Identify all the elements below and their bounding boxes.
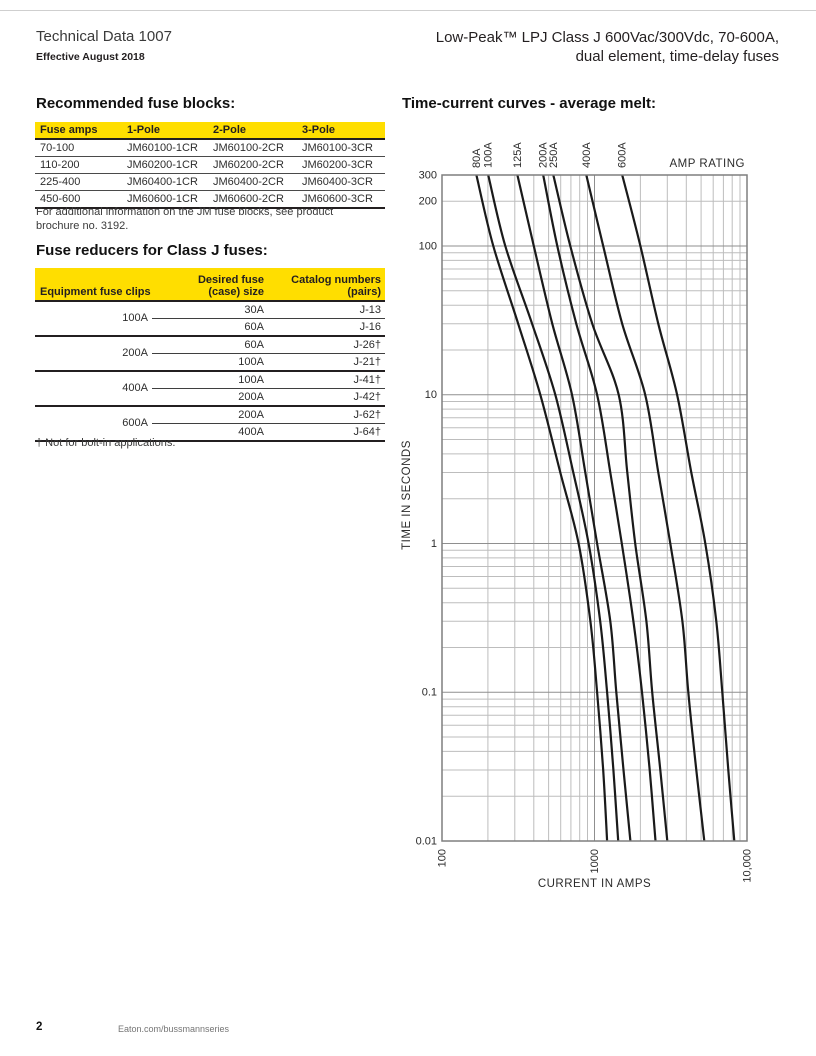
cell-fuse-size: 100A [238,355,264,368]
chart-heading: Time-current curves - average melt: [402,95,656,112]
table-row [35,174,385,191]
cell-catalog-number: J-62† [353,409,381,421]
cell-catalog-number: J-42† [353,390,381,403]
fuse-blocks-table [35,122,385,209]
y-tick-0.01: 0.01 [415,835,437,848]
fuse-blocks-note: For additional information on the JM fuse blocks, see product brochure no. 3192. [36,206,334,232]
x-tick-10,000: 10,000 [741,849,754,883]
cell-1-pole: JM60200-1CR [127,157,213,174]
table-row [35,157,385,174]
product-title-line2: dual element, time-delay fuses [575,48,779,65]
table-row [35,319,385,336]
fuse-blocks-heading: Recommended fuse blocks: [36,95,236,112]
cell-2-pole: JM60600-2CR [213,191,302,209]
reducer-group-200A [35,337,385,372]
curve-label-125A: 125A [511,142,524,168]
cell-3-pole: JM60200-3CR [302,157,385,174]
reducer-group-400A [35,372,385,407]
time-current-curves-chart [400,130,790,910]
doc-effective-date: Effective August 2018 [36,51,145,63]
y-tick-100: 100 [418,240,437,253]
clips-label: 100A [122,312,148,324]
footer-url: Eaton.com/bussmannseries [118,1024,230,1034]
cell-2-pole: JM60400-2CR [213,174,302,191]
column-header-desired-fuse-size: Desired fuse (case) size [197,274,264,298]
cell-fuse-amps: 70-100 [35,139,127,157]
y-tick-10: 10 [424,389,437,402]
reducer-group-100A [35,302,385,337]
cell-fuse-size: 30A [244,304,264,316]
doc-title: Technical Data 1007 [36,28,172,45]
cell-fuse-size: 200A [238,390,264,403]
cell-fuse-amps: 450-600 [35,191,127,209]
clips-label: 400A [122,382,148,394]
clips-label: 600A [122,417,148,429]
amp-rating-label: AMP RATING [669,158,745,170]
y-tick-1: 1 [430,538,437,550]
y-tick-300: 300 [418,169,437,182]
column-header-2-pole: 2-Pole [213,122,302,139]
cell-fuse-size: 100A [238,374,264,386]
cell-1-pole: JM60400-1CR [127,174,213,191]
column-header-1-pole: 1-Pole [127,122,213,139]
y-tick-0.1: 0.1 [421,686,437,699]
column-header-equipment-fuse-clips: Equipment fuse clips [40,286,151,298]
fuse-reducers-table [35,268,385,442]
curve-125A [517,175,630,841]
reducers-footnote: † Not for bolt-in applications. [36,437,176,449]
column-header-fuse-amps: Fuse amps [35,122,127,139]
curve-label-600A: 600A [616,142,629,168]
cell-catalog-number: J-13 [359,304,381,316]
cell-1-pole: JM60600-1CR [127,191,213,209]
cell-3-pole: JM60100-3CR [302,139,385,157]
y-axis-title: TIME IN SECONDS [401,440,413,550]
cell-fuse-size: 60A [244,320,264,333]
curve-label-80A: 80A [470,148,483,168]
curve-200A [543,175,655,841]
fuse-blocks-header-row [35,122,385,139]
table-row [35,139,385,157]
table-row [35,372,385,389]
cell-fuse-size: 200A [238,409,264,421]
table-row [35,337,385,354]
x-tick-1000: 1000 [589,849,601,874]
page-number: 2 [36,1021,43,1033]
cell-2-pole: JM60100-2CR [213,139,302,157]
cell-catalog-number: J-64† [353,425,381,438]
column-header-3-pole: 3-Pole [302,122,385,139]
curve-label-200A: 200A [537,142,550,168]
product-title [436,28,779,66]
product-title-line1: Low-Peak™ LPJ Class J 600Vac/300Vdc, 70-600A, [435,29,779,46]
curve-label-250A: 250A [547,142,560,168]
table-row [35,407,385,424]
y-tick-200: 200 [418,195,437,208]
cell-2-pole: JM60200-2CR [213,157,302,174]
cell-fuse-amps: 110-200 [35,157,127,174]
cell-3-pole: JM60600-3CR [302,191,385,209]
fuse-reducers-header-row [35,268,385,302]
cell-catalog-number: J-21† [353,355,381,368]
column-header-catalog-numbers: Catalog numbers (pairs) [291,274,381,298]
curve-label-400A: 400A [580,142,593,168]
cell-catalog-number: J-26† [353,339,381,351]
grid [442,175,747,841]
clips-label: 200A [122,347,148,359]
fuse-reducers-heading: Fuse reducers for Class J fuses: [36,242,268,259]
curve-100A [488,175,618,841]
table-row [35,354,385,371]
curve-600A [622,175,734,841]
cell-catalog-number: J-16 [359,320,381,333]
table-row [35,389,385,406]
cell-fuse-size: 60A [244,339,264,351]
top-rule [0,10,816,11]
cell-fuse-size: 400A [238,425,264,438]
curve-label-100A: 100A [482,142,495,168]
cell-fuse-amps: 225-400 [35,174,127,191]
cell-catalog-number: J-41† [353,374,381,386]
table-row [35,302,385,319]
cell-1-pole: JM60100-1CR [127,139,213,157]
cell-3-pole: JM60400-3CR [302,174,385,191]
x-tick-100: 100 [436,849,449,868]
x-axis-title: CURRENT IN AMPS [537,878,652,890]
